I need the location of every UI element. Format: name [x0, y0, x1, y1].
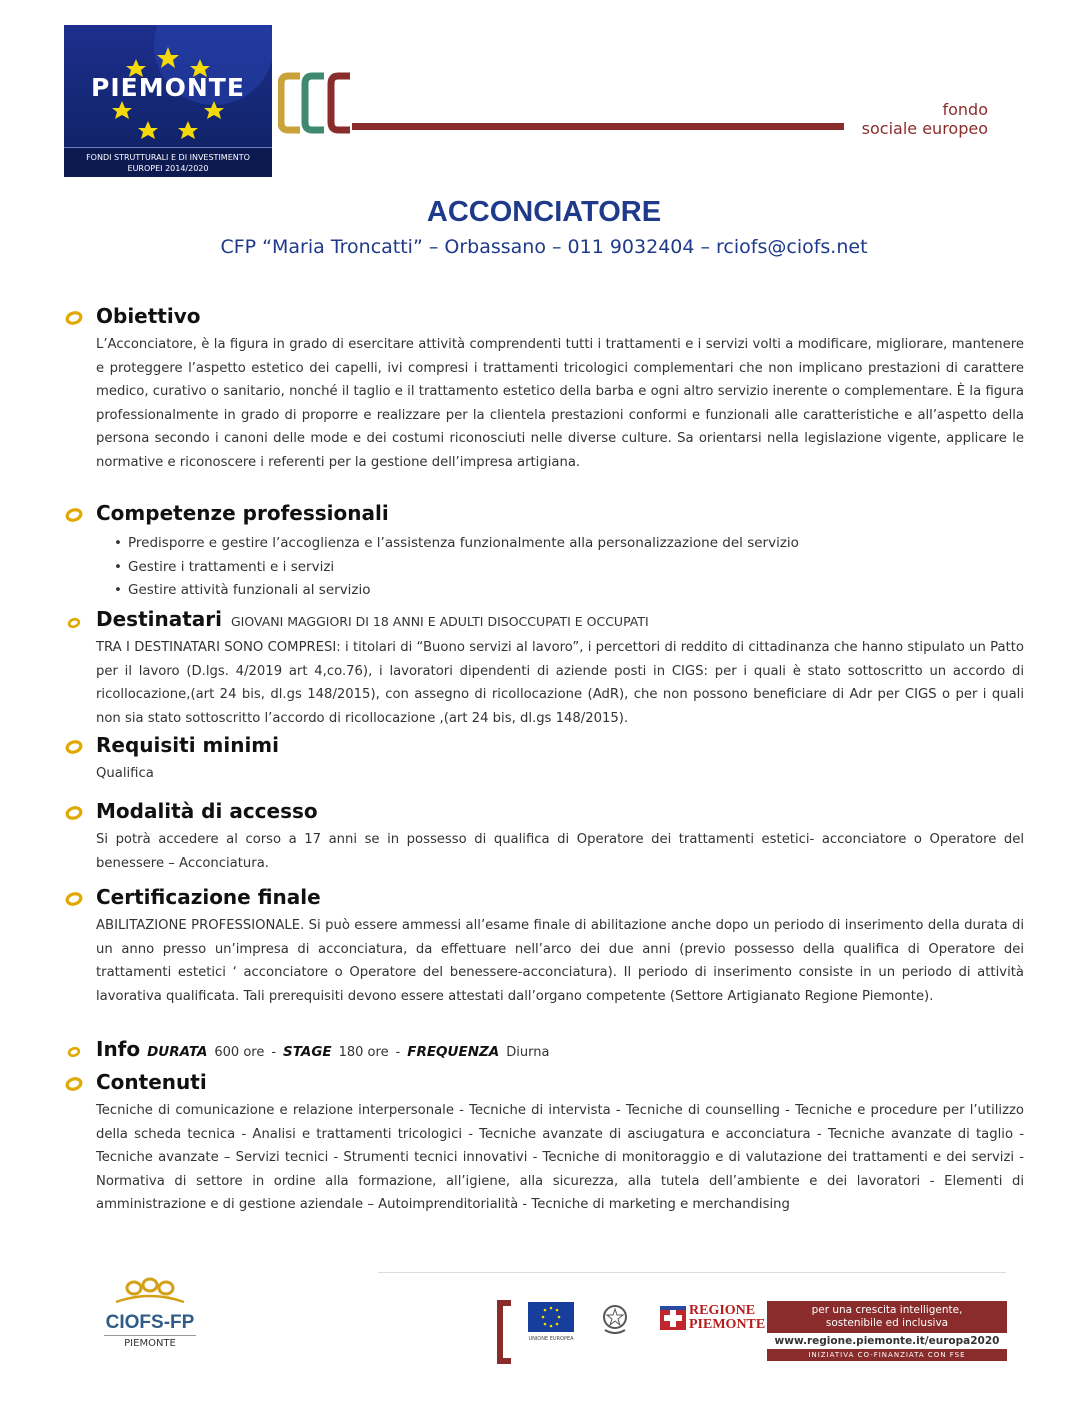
banner-bottom: INIZIATIVA CO-FINANZIATA CON FSE — [767, 1349, 1007, 1361]
piemonte-logo-text: PIEMONTE — [91, 73, 245, 102]
section-text-destinatari: TRA I DESTINATARI SONO COMPRESI: i titolari di “Buono servizi al lavoro”, i percettori di reddito di cittadinanza che hanno stipulato un Patto per il lavoro (D.lgs. 4/2019 art 4,co.76), i lavoratori dipendenti di aziende posti in CIGS: per i quali è stato sottoscritto un accordo di ricollocazione,(art 24 bis, dl.gs 148/2015), con assegno di ricollocazione (AdR), che non possono beneficiare di Adr per CIGS o per i quali non sia stato sottoscritto l’accordo di ricollocazione ,(art 24 bis, dl.gs 148/2015). — [96, 640, 1024, 726]
list-item: • Gestire i trattamenti e i servizi — [128, 556, 799, 580]
footer-divider — [378, 1272, 1006, 1273]
footer-bracket — [497, 1300, 511, 1364]
section-heading-contenuti: Contenuti — [96, 1070, 207, 1094]
section-bullet-icon — [64, 615, 84, 631]
page-subtitle: CFP “Maria Troncatti” – Orbassano – 011 9032404 – rciofs@ciofs.net — [220, 236, 868, 258]
section-bullet-icon — [64, 1044, 84, 1060]
piemonte-logo-subtitle: FONDI STRUTTURALI E DI INVESTIMENTO EUROPEI 2014/2020 — [64, 147, 272, 177]
regione-piemonte-flag-icon — [660, 1306, 686, 1330]
section-bullet-icon — [64, 739, 84, 755]
section-text-modalita: Si potrà accedere al corso a 17 anni se in possesso di qualifica di Operatore dei trattamenti estetici- acconciatore o Operatore del benessere – Acconciatura. — [96, 832, 1024, 871]
info-stage-value: 180 ore — [338, 1045, 389, 1060]
section-heading-destinatari: Destinatari GIOVANI MAGGIORI DI 18 ANNI E ADULTI DISOCCUPATI E OCCUPATI — [96, 607, 649, 631]
section-heading-info: Info DURATA 600 ore - STAGE 180 ore - FREQUENZA Diurna — [96, 1037, 550, 1061]
italian-republic-emblem-icon — [600, 1302, 630, 1336]
section-heading-competenze: Competenze professionali — [96, 501, 389, 525]
list-item: • Gestire attività funzionali al servizio — [128, 579, 799, 603]
ciofs-name: CIOFS-FP — [105, 1312, 195, 1333]
info-durata-value: 600 ore — [214, 1045, 265, 1060]
europa2020-banner — [767, 1301, 1007, 1361]
eu-label: UNIONE EUROPEA — [528, 1336, 574, 1342]
competenze-list — [128, 532, 799, 603]
eu-flag-icon — [528, 1302, 574, 1332]
destinatari-target: GIOVANI MAGGIORI DI 18 ANNI E ADULTI DISOCCUPATI E OCCUPATI — [230, 614, 649, 629]
list-item: • Predisporre e gestire l’accoglienza e l’assistenza funzionalmente alla personalizzazione del servizio — [128, 532, 799, 556]
ciofs-region: PIEMONTE — [124, 1338, 176, 1349]
ciofs-rings-icon — [96, 1272, 204, 1308]
info-frequenza-value: Diurna — [506, 1045, 550, 1060]
section-heading-modalita: Modalità di accesso — [96, 799, 318, 823]
section-text-certificazione: ABILITAZIONE PROFESSIONALE. Si può essere ammessi all’esame finale di abilitazione anche dopo un periodo di inserimento della durata di un anno presso un’impresa di acconciatura, da effettuare nell’arco dei due anni (previo possesso della qualifica di Operatore dei trattamenti estetici ‘ acconciatore o Operatore del benessere-acconciatura). Il periodo di inserimento consiste in un periodo di attività lavorativa qualificata. Tali prerequisiti devono essere attestati dall’organo competente (Settore Artigianato Regione Piemonte). — [96, 918, 1024, 1004]
info-frequenza-label: FREQUENZA — [407, 1044, 500, 1060]
section-text-contenuti: Tecniche di comunicazione e relazione interpersonale - Tecniche di intervista - Tecniche di counselling - Tecniche e procedure per l’utilizzo della scheda tecnica - Analisi e trattamenti tricologici - Tecniche avanzate di asciugatura e acconciatura - Tecniche avanzate di taglio - Tecniche avanzate – Servizi tecnici - Strumenti tecnici innovativi - Tecniche di monitoraggio e di valutazione dei trattamenti e dei servizi - Normativa di settore in ordine alla formazione, all’igiene, alla sicurezza, alla tutela dell’ambiente e dei lavoratori - Elementi di amministrazione e di gestione aziendale – Autoimprenditorialità - Tecniche di marketing e merchandising — [96, 1103, 1024, 1212]
page-title: ACCONCIATORE — [426, 196, 662, 228]
fse-logo-bar — [352, 123, 844, 130]
section-bullet-icon — [64, 891, 84, 907]
section-heading-certificazione: Certificazione finale — [96, 885, 321, 909]
section-heading-obiettivo: Obiettivo — [96, 304, 201, 328]
fse-ccc-logo-icon — [278, 72, 358, 134]
fondo-sociale-europeo: fondo sociale europeo — [861, 100, 988, 138]
section-text-requisiti: Qualifica — [96, 766, 154, 781]
section-text-obiettivo: L’Acconciatore, è la figura in grado di esercitare attività comprendenti tutti i trattamenti e i servizi volti a modificare, migliorare, mantenere e proteggere l’aspetto estetico dei capelli, ivi compresi i trattamenti tricologici complementari che non implicano prestazioni di carattere medico, curativo o sanitario, nonché il taglio e il trattamento estetico della barba e ogni altro servizio inerente o complementare. È la figura professionalmente in grado di proporre e realizzare per la clientela prestazioni conformi e funzionali alle caratteristiche e all’aspetto della persona secondo i canoni delle mode e dei costumi riconosciuti nelle diverse culture. Sa orientarsi nella legislazione vigente, applicare le normative e riconoscere i referenti per la gestione dell’impresa artigiana. — [96, 337, 1024, 470]
banner-url: www.regione.piemonte.it/europa2020 — [774, 1335, 1000, 1347]
ciofs-fp-logo — [96, 1272, 204, 1360]
section-bullet-icon — [64, 1076, 84, 1092]
info-stage-label: STAGE — [283, 1044, 332, 1060]
regione-piemonte-text: REGIONE PIEMONTE — [689, 1303, 766, 1332]
banner-slogan: per una crescita intelligente, sostenibile ed inclusiva — [767, 1301, 1007, 1333]
section-bullet-icon — [64, 507, 84, 523]
piemonte-fesi-logo — [64, 25, 272, 177]
info-durata-label: DURATA — [147, 1044, 208, 1060]
section-bullet-icon — [64, 805, 84, 821]
section-bullet-icon — [64, 310, 84, 326]
section-heading-requisiti: Requisiti minimi — [96, 733, 279, 757]
